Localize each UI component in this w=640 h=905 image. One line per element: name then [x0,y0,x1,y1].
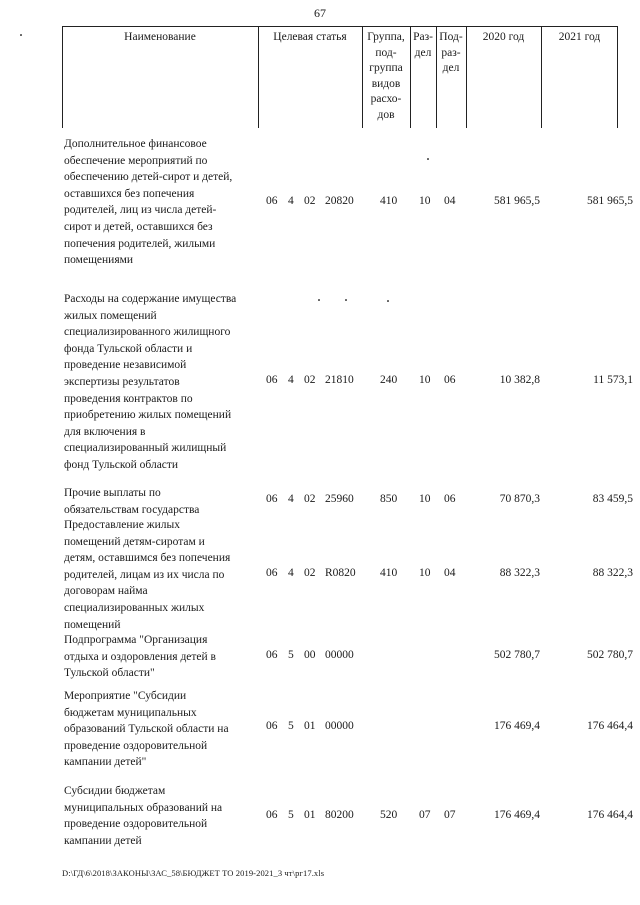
header-2021: 2021 год [558,31,601,43]
row-code-subprogram: 4 [288,493,294,505]
row-name: Предоставление жилых помещений детям-сиротам и детям, оставшимся без попечения родителей, лицам из их числа по договорам найма специализированных жилых помещений [64,519,231,631]
row-code-measure: 02 [304,493,316,505]
row-code-direction: 00000 [325,720,354,732]
row-group: 850 [380,493,398,505]
row-2020: 88 322,3 [499,567,540,579]
row-code-measure: 00 [304,649,316,661]
row-2021: 83 459,5 [592,493,633,505]
row-code-subprogram: 5 [288,720,294,732]
row-section: 10 [419,567,431,579]
row-code-measure: 01 [304,809,316,821]
row-subsection: 04 [444,195,456,207]
row-2021: 11 573,1 [593,374,633,386]
row-code-program: 06 [266,374,278,386]
row-2020: 10 382,8 [499,374,540,386]
header-subsection: Под- раз- дел [439,31,463,75]
row-section: 10 [419,493,431,505]
file-path-footer: D:\ГД\6\2018\ЗАКОНЫ\ЗАС_58\БЮДЖЕТ ТО 2019-2021_3 чт\рг17.xls [62,868,325,878]
row-group: 410 [380,195,398,207]
row-code-subprogram: 4 [288,567,294,579]
row-code-direction: 21810 [325,374,354,386]
row-2020: 70 870,3 [499,493,540,505]
row-code-measure: 02 [304,374,316,386]
row-code-program: 06 [266,195,278,207]
header-group: Группа, под- группа видов расхо- дов [367,31,405,121]
row-code-program: 06 [266,809,278,821]
row-name: Прочие выплаты по обязательствам государства [64,487,200,516]
row-code-program: 06 [266,493,278,505]
row-code-direction: 00000 [325,649,354,661]
row-name: Подпрограмма "Организация отдыха и оздоровления детей в Тульской области" [64,634,216,680]
row-code-direction: 25960 [325,493,354,505]
page-number: 67 [314,6,326,20]
row-name: Дополнительное финансовое обеспечение мероприятий по обеспечению детей-сирот и детей, оставшихся без попечения родителей, лиц из числа детей- сирот и детей, оставшихся без попечения родителей, жилыми помещениями [64,138,233,267]
row-code-measure: 02 [304,195,316,207]
row-name: Мероприятие "Субсидии бюджетам муниципальных образований Тульской области на проведение оздоровительной кампании детей" [64,690,229,769]
row-2020: 581 965,5 [494,195,540,207]
row-subsection: 06 [444,493,456,505]
row-section: 07 [419,809,431,821]
row-name: Расходы на содержание имущества жилых помещений специализированного жилищного фонда Тульской области и проведение независимой экспертизы результатов проведения контрактов по приобретению жилых помещений для включения в специализированный жилищный фонд Тульской области [64,293,237,471]
header-2020: 2020 год [482,31,525,43]
row-code-program: 06 [266,720,278,732]
row-group: 240 [380,374,398,386]
row-2021: 176 464,4 [587,809,633,821]
scan-speck [20,34,22,36]
row-2020: 176 469,4 [494,720,540,732]
row-subsection: 04 [444,567,456,579]
row-group: 410 [380,567,398,579]
row-code-direction: 20820 [325,195,354,207]
row-code-subprogram: 4 [288,374,294,386]
header-name: Наименование [124,31,196,43]
row-2021: 502 780,7 [587,649,633,661]
scan-speck [345,299,347,301]
row-subsection: 07 [444,809,456,821]
row-2021: 176 464,4 [587,720,633,732]
row-2020: 176 469,4 [494,809,540,821]
row-subsection: 06 [444,374,456,386]
row-code-subprogram: 4 [288,195,294,207]
header-section: Раз- дел [413,31,433,59]
scan-speck [318,299,320,301]
row-code-program: 06 [266,567,278,579]
row-name: Субсидии бюджетам муниципальных образований на проведение оздоровительной кампании детей [64,785,223,847]
scan-speck [427,158,429,160]
row-section: 10 [419,374,431,386]
row-group: 520 [380,809,398,821]
row-2021: 581 965,5 [587,195,633,207]
scan-speck [387,300,389,302]
row-2021: 88 322,3 [592,567,633,579]
row-code-direction: R0820 [325,567,356,579]
row-code-measure: 01 [304,720,316,732]
row-code-measure: 02 [304,567,316,579]
row-code-subprogram: 5 [288,649,294,661]
row-code-program: 06 [266,649,278,661]
header-target-article: Целевая статья [273,31,347,43]
row-2020: 502 780,7 [494,649,540,661]
row-section: 10 [419,195,431,207]
row-code-subprogram: 5 [288,809,294,821]
row-code-direction: 80200 [325,809,354,821]
